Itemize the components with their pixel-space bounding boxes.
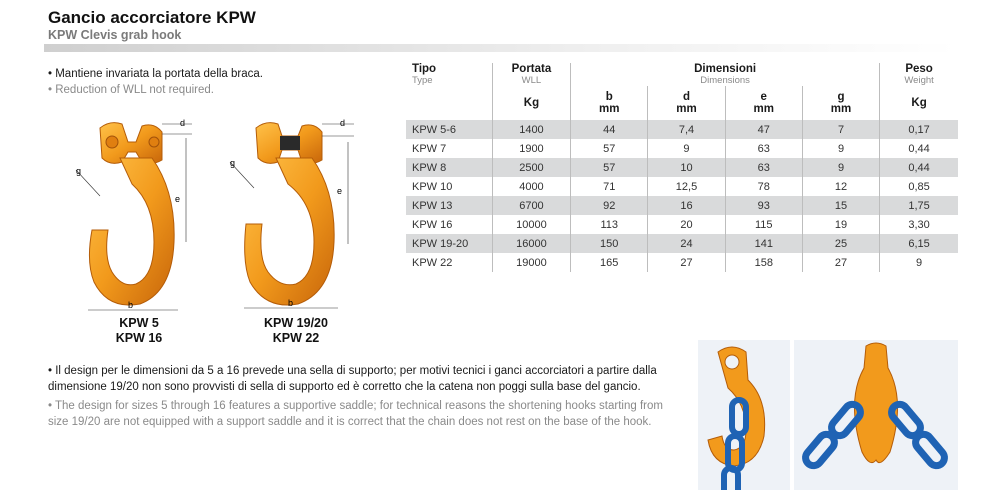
table-cell: 1,75 [880, 196, 958, 215]
hook-label-kpw22: KPW 22 [272, 331, 320, 345]
note-en: • The design for sizes 5 through 16 features a supportive saddle; for technical reasons the shortening hooks starting from size 19/20 are not equipped with a support saddle and it is correct that the chain does not rest on the base of the hook. [48, 400, 663, 428]
table-cell: 7 [802, 120, 879, 139]
table-cell: 3,30 [880, 215, 958, 234]
unit-d: d mm [648, 86, 725, 120]
unit-g: g mm [802, 86, 879, 120]
table-row [406, 234, 958, 253]
unit-e-mm: mm [753, 103, 774, 115]
cell-type: KPW 8 [406, 158, 492, 177]
col-dimensioni-header: Dimensioni Dimensions [571, 63, 880, 86]
table-cell: 9 [648, 139, 725, 158]
page-title: Gancio accorciatore KPW [48, 8, 256, 27]
unit-g-mm: mm [830, 103, 852, 115]
hook-drawing-kpw19-22 [226, 112, 361, 317]
table-cell: 12,5 [648, 177, 725, 196]
unit-b-mm: mm [599, 103, 620, 115]
hook-drawing-kpw5-16 [70, 112, 200, 317]
intro-bullet-en: • Reduction of WLL not required. [48, 84, 214, 96]
table-row [406, 139, 958, 158]
table-cell: 158 [725, 253, 802, 272]
hook-label-kpw16: KPW 16 [115, 331, 163, 345]
table-cell: 57 [571, 158, 648, 177]
table-cell: 27 [802, 253, 879, 272]
hook-label-left [94, 316, 184, 346]
svg-text:d: d [340, 118, 346, 128]
intro-bullet-it: • Mantiene invariata la portata della braca. [48, 68, 263, 80]
table-cell: 25 [802, 234, 879, 253]
table-cell: 9 [880, 253, 958, 272]
table-cell: 27 [648, 253, 725, 272]
svg-text:e: e [337, 186, 343, 196]
svg-text:g: g [230, 158, 236, 168]
table-cell: 44 [571, 120, 648, 139]
unit-weight: Kg [911, 97, 927, 109]
table-row [406, 253, 958, 272]
table-cell: 1900 [492, 139, 570, 158]
cell-type: KPW 5-6 [406, 120, 492, 139]
table-row [406, 215, 958, 234]
table-cell: 6,15 [880, 234, 958, 253]
svg-text:d: d [180, 118, 186, 128]
table-cell: 141 [725, 234, 802, 253]
table-cell: 16000 [492, 234, 570, 253]
table-cell: 78 [725, 177, 802, 196]
table-cell: 10 [648, 158, 725, 177]
page-subtitle: KPW Clevis grab hook [48, 28, 182, 42]
unit-d-mm: mm [676, 103, 697, 115]
notes [48, 364, 668, 430]
table-cell: 150 [571, 234, 648, 253]
table-cell: 0,17 [880, 120, 958, 139]
table-cell: 93 [725, 196, 802, 215]
table-row [406, 196, 958, 215]
intro-bullets [48, 66, 263, 98]
svg-text:g: g [76, 166, 82, 176]
cell-type: KPW 7 [406, 139, 492, 158]
table-cell: 4000 [492, 177, 570, 196]
svg-text:e: e [175, 194, 181, 204]
svg-text:b: b [128, 300, 134, 310]
table-cell: 113 [571, 215, 648, 234]
col-portata-header: Portata WLL [492, 63, 570, 86]
table-cell: 2500 [492, 158, 570, 177]
photo-hook-with-chain-side [698, 340, 790, 490]
cell-type: KPW 10 [406, 177, 492, 196]
table-cell: 9 [802, 158, 879, 177]
table-cell: 7,4 [648, 120, 725, 139]
table-cell: 24 [648, 234, 725, 253]
hook-label-right [246, 316, 346, 346]
table-cell: 47 [725, 120, 802, 139]
table-cell: 0,85 [880, 177, 958, 196]
table-cell: 6700 [492, 196, 570, 215]
hook-label-kpw19-20: KPW 19/20 [264, 316, 328, 330]
header-rule [44, 44, 956, 52]
unit-e: e mm [725, 86, 802, 120]
table-row [406, 120, 958, 139]
table-cell: 20 [648, 215, 725, 234]
table-cell: 12 [802, 177, 879, 196]
cell-type: KPW 19-20 [406, 234, 492, 253]
table-cell: 71 [571, 177, 648, 196]
table-cell: 16 [648, 196, 725, 215]
table-cell: 63 [725, 158, 802, 177]
table-cell: 9 [802, 139, 879, 158]
note-it: • Il design per le dimensioni da 5 a 16 prevede una sella di supporto; per motivi tecnici i ganci accorciatori a partire dalla dimensione 19/20 non sono provvisti di sella di supporto ed è corretto che la catena non poggi sulla base del gancio. [48, 365, 657, 393]
table-cell: 19 [802, 215, 879, 234]
table-cell: 92 [571, 196, 648, 215]
table-cell: 165 [571, 253, 648, 272]
spec-table [406, 63, 958, 272]
table-header-row-1 [406, 63, 958, 86]
unit-b: b mm [571, 86, 648, 120]
table-row [406, 158, 958, 177]
table-cell: 19000 [492, 253, 570, 272]
cell-type: KPW 16 [406, 215, 492, 234]
table-cell: 0,44 [880, 158, 958, 177]
table-cell: 115 [725, 215, 802, 234]
table-cell: 15 [802, 196, 879, 215]
table-cell: 57 [571, 139, 648, 158]
col-tipo-header: Tipo Type [406, 63, 492, 120]
cell-type: KPW 13 [406, 196, 492, 215]
table-cell: 0,44 [880, 139, 958, 158]
hook-label-kpw5: KPW 5 [119, 316, 159, 330]
cell-type: KPW 22 [406, 253, 492, 272]
table-cell: 1400 [492, 120, 570, 139]
unit-kg: Kg [492, 86, 570, 120]
table-row [406, 177, 958, 196]
photo-hook-with-chain-front [794, 340, 958, 490]
col-peso-header: Peso Weight [904, 63, 934, 86]
svg-text:b: b [288, 298, 294, 308]
table-cell: 10000 [492, 215, 570, 234]
table-cell: 63 [725, 139, 802, 158]
